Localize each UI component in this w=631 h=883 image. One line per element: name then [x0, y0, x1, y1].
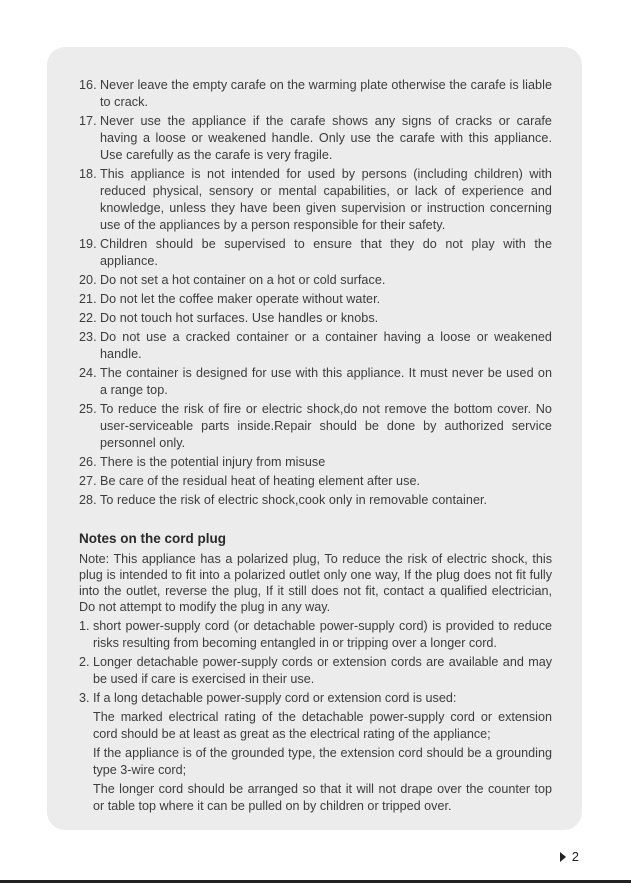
list-item: 19. Children should be supervised to ensure that they do not play with the appliance. [79, 237, 552, 268]
list-item: 1. short power-supply cord (or detachable power-supply cord) is provided to reduce risks resulting from becoming entangled in or tripping over a longer cord. [79, 619, 552, 650]
page-footer [560, 849, 579, 864]
list-item: 2. Longer detachable power-supply cords or extension cords are available and may be used if care is exercised in their use. [79, 655, 552, 686]
list-item: 22. Do not touch hot surfaces. Use handles or knobs. [79, 311, 379, 325]
list-item: 20. Do not set a hot container on a hot or cold surface. [79, 273, 386, 287]
list-item: 23. Do not use a cracked container or a container having a loose or weakened handle. [79, 330, 552, 361]
sub-item: The longer cord should be arranged so that it will not drape over the counter top or table top where it can be pulled on by children or tripped over. [93, 782, 552, 813]
list-item: 28. To reduce the risk of electric shock,cook only in removable container. [79, 493, 488, 507]
safety-list [79, 77, 552, 509]
triangle-right-icon [560, 852, 566, 862]
sub-item: The marked electrical rating of the detachable power-supply cord or extension cord should be at least as great as the electrical rating of the appliance; [93, 710, 552, 741]
list-item: 24. The container is designed for use with this appliance. It must never be used on a range top. [79, 366, 552, 397]
list-item: 16. Never leave the empty carafe on the warming plate otherwise the carafe is liable to crack. [79, 78, 552, 109]
list-item: 25. To reduce the risk of fire or electric shock,do not remove the bottom cover. No user-serviceable parts inside.Repair should be done by authorized service personnel only. [79, 402, 552, 450]
list-item: 26. There is the potential injury from misuse [79, 455, 326, 469]
cord-note: Note: This appliance has a polarized plug, To reduce the risk of electric shock, this plug is intended to fit into a polarized outlet only one way, If the plug does not fit fully into the outlet, reverse the plug, If it still does not fit, contact a qualified electrician, Do not attempt to modify the plug in any way. [79, 552, 552, 614]
page-number: 2 [571, 849, 579, 864]
list-item: 21. Do not let the coffee maker operate without water. [79, 292, 381, 306]
sub-item: If the appliance is of the grounded type, the extension cord should be a grounding type 3-wire cord; [93, 746, 552, 777]
list-item: 3. If a long detachable power-supply cord or extension cord is used: [79, 691, 457, 705]
list-item: 17. Never use the appliance if the carafe shows any signs of cracks or carafe having a loose or weakened handle. Only use the carafe with this appliance. Use carefully as the carafe is very fragile. [79, 114, 552, 162]
list-item: 27. Be care of the residual heat of heating element after use. [79, 474, 421, 488]
section-heading: Notes on the cord plug [79, 531, 226, 546]
content-panel [47, 47, 582, 830]
list-item: 18. This appliance is not intended for used by persons (including children) with reduced physical, sensory or mental capabilities, or lack of experience and knowledge, unless they have been given supervision or instruction concerning use of the appliances by a person responsible for their safety. [79, 167, 552, 232]
